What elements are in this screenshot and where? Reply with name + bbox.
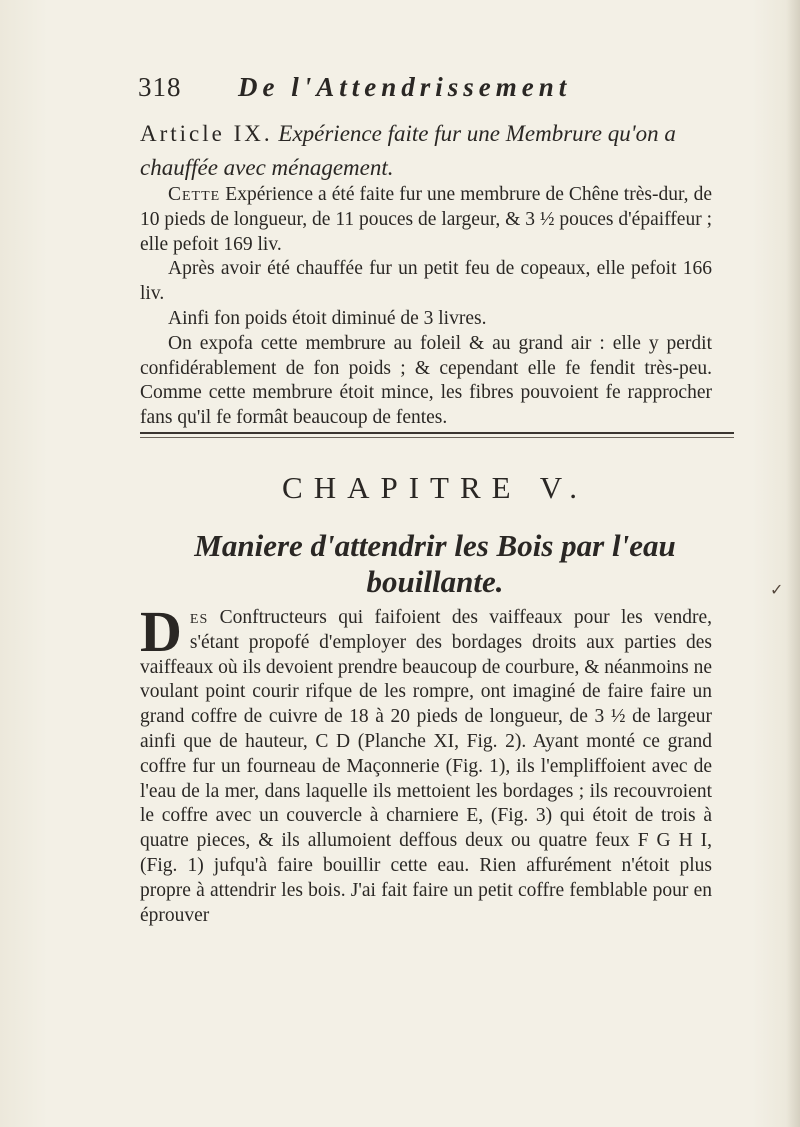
page-edge-shadow: [786, 0, 800, 1127]
article-body: [140, 183, 712, 431]
paragraph-line: [140, 183, 712, 257]
drop-cap: D: [140, 599, 182, 664]
chapter-paragraph: [140, 599, 712, 928]
paragraph-lead-word: Cette: [168, 184, 221, 205]
paragraph-line: On expofa cette membrure au foleil & au grand air : elle y perdit confidérablement de fon poids ; & cependant elle fe fendit très-peu. Comme cette membrure étoit mince, les fibres pouvoient fe rapprocher fans qu'il fe formât beaucoup de fentes.: [140, 332, 712, 429]
ink-mark: ✓: [770, 582, 784, 599]
paragraph-text: Expérience a été faite fur une membrure de Chêne très-dur, de 10 pieds de longueur, de 11 pouces de largeur, & 3 ½ pouces d'épaiffeur ; elle pefoit 169 liv.: [140, 184, 712, 255]
paragraph-line: Après avoir été chauffée fur un petit feu de copeaux, elle pefoit 166 liv.: [140, 258, 712, 305]
article-heading: [140, 117, 700, 185]
page-number: 318: [138, 72, 182, 102]
paragraph-text: Conftructeurs qui faifoient des vaiffeaux pour les vendre, s'étant propofé d'employer des bordages droits aux parties des vaiffeaux où ils devoient prendre beaucoup de courbure, & néanmoins ne voulant point courir rifque de les rompre, ont imaginé de faire faire un grand coffre de cuivre de 18 à 20 pieds de longueur, de 3 ½ de largeur ainfi que de hauteur, C D (Planche XI, Fig. 2). Ayant monté ce grand coffre fur un fourneau de Maçonnerie (Fig. 1), ils l'empliffoient avec de l'eau de la mer, dans laquelle ils mettoient les bordages ; ils recouvroient le coffre avec un couvercle à charniere E, (Fig. 3) qui étoit de trois à quatre pieces, & ils allumoient deffous deux ou quatre feux F G H I, (Fig. 1) jufqu'à faire bouillir cette eau. Rien affurément n'étoit plus propre à attendrir les bois. J'ai fait faire un petit coffre femblable pour en éprouver: [140, 607, 712, 926]
paragraph-line: Ainfi fon poids étoit diminué de 3 livres.: [168, 307, 487, 329]
running-header: [138, 72, 678, 112]
paragraph-lead-word: es: [189, 607, 209, 628]
running-title: De l'Attendrissement: [238, 72, 572, 102]
article-title: Expérience faite fur une Membrure qu'on a chauffée avec ménagement.: [140, 121, 676, 180]
chapter-title: Maniere d'attendrir les Bois par l'eau bouillante.: [194, 528, 676, 599]
chapter-heading: CHAPITRE V.: [282, 470, 588, 505]
section-divider: [140, 432, 734, 438]
article-label: Article IX.: [140, 121, 273, 146]
chapter-body: [140, 599, 712, 928]
